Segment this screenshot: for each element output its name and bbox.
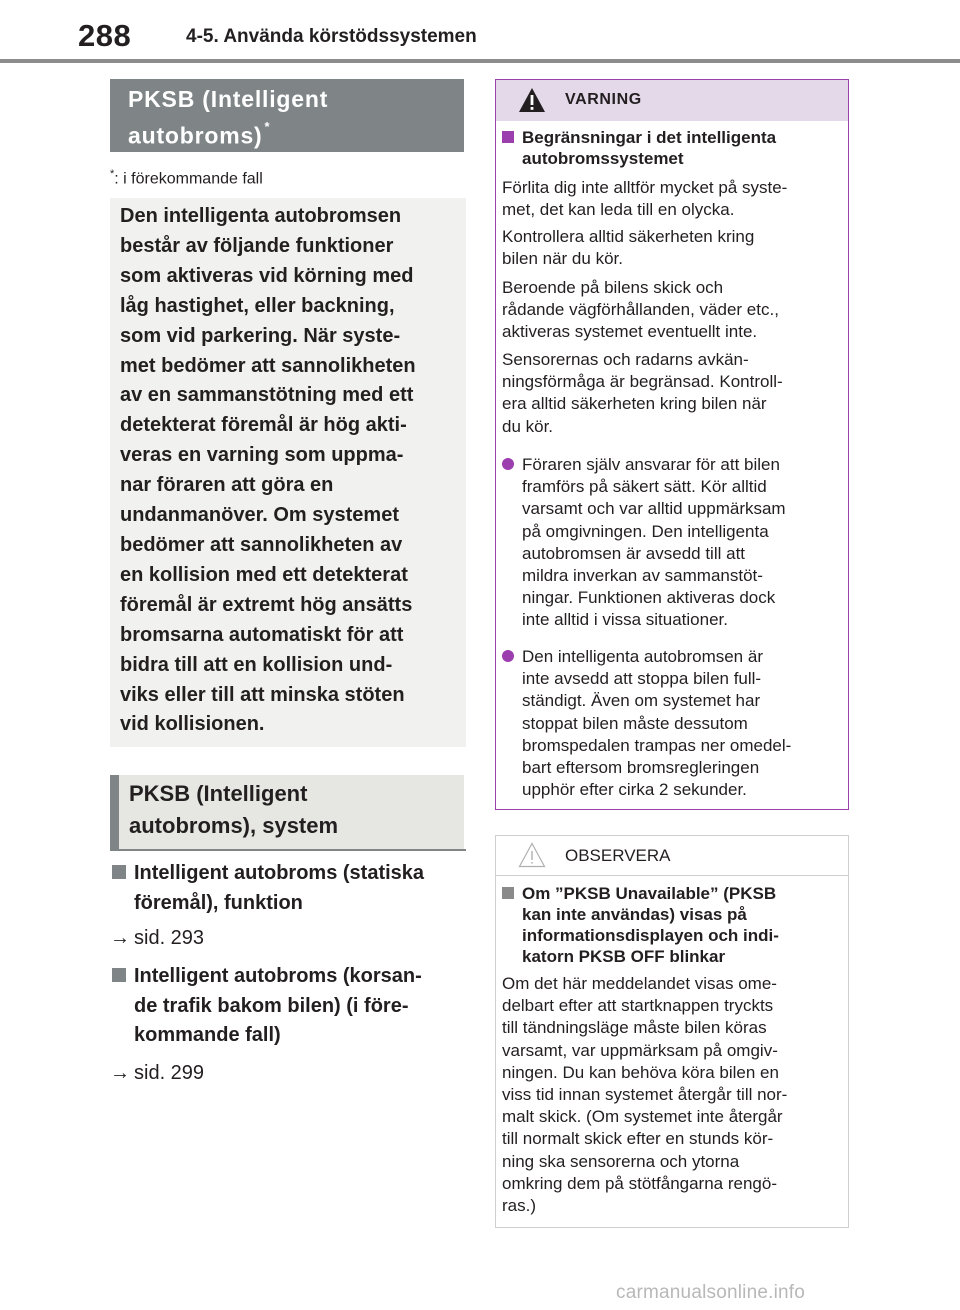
notice-header [496, 836, 848, 876]
warning-bullet: Föraren själv ansvarar för att bilen framförs på säkert sätt. Kör alltid varsamt och var alltid uppmärksam på omgivningen. Den intelligenta autobromsen är avsedd till att mildra inverkan av sammanstöt- ningar. Funktionen aktiveras dock inte alltid i vissa situationer. [502, 454, 838, 632]
warning-box [495, 79, 849, 810]
intro-line: nar föraren att göra en [120, 474, 334, 497]
arrow-right-icon: → [110, 927, 130, 949]
warning-label: VARNING [565, 91, 642, 108]
circle-bullet-icon [502, 458, 514, 470]
intro-text [120, 202, 460, 740]
intro-line: detekterat föremål är hög akti- [120, 414, 407, 437]
page-reference-link[interactable]: → sid. 299 [110, 1062, 205, 1084]
warning-header [496, 80, 848, 121]
intro-line: som vid parkering. När syste- [120, 324, 401, 347]
intro-line: låg hastighet, eller backning, [120, 294, 395, 317]
page-header [0, 0, 960, 62]
intro-line: bidra till att en kollision und- [120, 653, 393, 676]
intro-line: viks eller till att minska stöten [120, 683, 405, 706]
footnote-marker: * [264, 119, 271, 134]
warning-paragraph: Förlita dig inte alltför mycket på syste- met, det kan leda till en olycka. [502, 178, 788, 220]
page-number: 288 [78, 18, 132, 53]
intro-line: undanmanöver. Om systemet [120, 504, 399, 527]
intro-line: met bedömer att sannolikheten [120, 354, 416, 377]
warning-paragraph: Kontrollera alltid säkerheten kring bilen när du kör. [502, 227, 755, 269]
intro-line: bromsarna automatiskt för att [120, 623, 404, 646]
function-heading-static: Intelligent autobroms (statiska föremål), funktion [110, 859, 466, 918]
notice-heading: Om ”PKSB Unavailable” (PKSB kan inte användas) visas på informationsdisplayen och indi- katorn PKSB OFF blinkar [502, 883, 842, 967]
watermark: carmanualsonline.info [616, 1282, 806, 1303]
square-bullet-icon [112, 968, 126, 982]
intro-line: som aktiveras vid körning med [120, 264, 414, 287]
intro-line: bedömer att sannolikheten av [120, 533, 403, 556]
warning-triangle-icon [518, 87, 546, 113]
warning-bullet: Den intelligenta autobromsen är inte avsedd att stoppa bilen full- ständigt. Även om systemet har stoppat bilen måste dessutom bromspedalen trampas ner omedel- bart eftersom bromsregleringen upphör efter cirka 2 sekunder. [502, 646, 838, 801]
section-title: 4-5. Använda körstödssystemen [186, 26, 477, 47]
subsection-title-box [110, 775, 464, 849]
caution-triangle-icon [518, 842, 546, 868]
notice-box [495, 835, 849, 1228]
intro-line: består av följande funktioner [120, 234, 394, 257]
intro-line: Den intelligenta autobromsen [120, 205, 402, 227]
notice-label: OBSERVERA [565, 846, 671, 865]
circle-bullet-icon [502, 650, 514, 662]
subsection-divider [110, 849, 466, 851]
warning-heading: Begränsningar i det intelligenta autobromssystemet [502, 127, 842, 169]
footnote: *: i förekommande fall [110, 168, 263, 188]
square-bullet-icon [112, 865, 126, 879]
intro-line: veras en varning som uppma- [120, 444, 404, 467]
topic-title: PKSB (Intelligent autobroms) * [128, 86, 329, 149]
intro-line: en kollision med ett detekterat [120, 563, 408, 586]
warning-paragraph: Sensorernas och radarns avkän- ningsförmåga är begränsad. Kontroll- era alltid säkerheten kring bilen när du kör. [502, 350, 783, 436]
page-reference-link[interactable]: → sid. 293 [110, 927, 205, 949]
intro-summary-box [110, 198, 466, 747]
function-heading-cross-traffic: Intelligent autobroms (korsan- de trafik bakom bilen) (i före- kommande fall) [110, 962, 466, 1051]
intro-line: föremål är extremt hög ansätts [120, 593, 413, 616]
intro-line: vid kollisionen. [120, 713, 265, 736]
topic-title-box [110, 79, 464, 152]
intro-line: av en sammanstötning med ett [120, 384, 414, 407]
warning-paragraph: Beroende på bilens skick och rådande vägförhållanden, väder etc., aktiveras systemet eventuellt inte. [502, 278, 779, 342]
header-divider [0, 59, 960, 63]
subsection-title: PKSB (Intelligent autobroms), system [129, 781, 339, 838]
notice-paragraph: Om det här meddelandet visas ome- delbart efter att startknappen tryckts till tändningsläge måste bilen köras varsamt, var uppmärksam på omgiv- ningen. Du kan behöva köra bilen en viss tid innan systemet återgår till nor- malt skick. (Om systemet inte återgår till normalt skick efter en stunds kör- ning ska sensorerna och ytorna omkring dem på stötfångarna rengö- ras.) [502, 974, 788, 1216]
arrow-right-icon: → [110, 1062, 130, 1084]
square-bullet-icon [502, 131, 514, 143]
square-bullet-icon [502, 887, 514, 899]
